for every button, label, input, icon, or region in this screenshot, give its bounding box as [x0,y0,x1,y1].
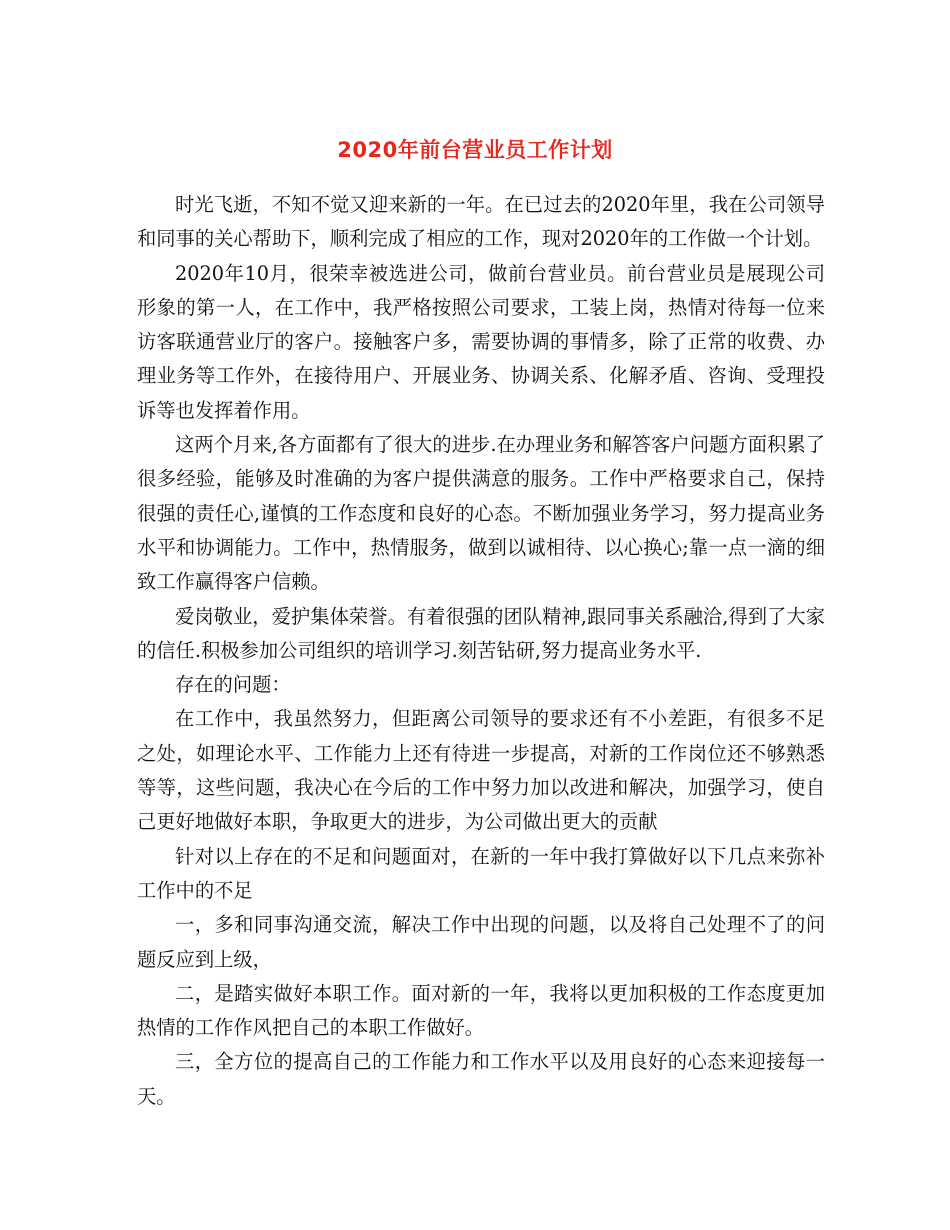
paragraph-problems-heading: 存在的问题： [175,673,291,697]
paragraph-progress: 这两个月来,各方面都有了很大的进步.在办理业务和解答客户问题方面积累了很多经验，能够及时准确的为客户提供满意的服务。工作中严格要求自己，保持很强的责任心,谨慎的工作态度和良好的心态。不断加强业务学习，努力提高业务水平和协调能力。工作中，热情服务，做到以诚相待、以心换心;靠一点一滴的细致工作赢得客户信赖。 [137,433,825,594]
paragraph-background: 2020年10月，很荣幸被选进公司，做前台营业员。前台营业员是展现公司形象的第一人，在工作中，我严格按照公司要求，工装上岗，热情对待每一位来访客联通营业厅的客户。接触客户多，需要协调的事情多，除了正常的收费、办理业务等工作外，在接待用户、开展业务、协调关系、化解矛盾、咨询、受理投诉等也发挥着作用。 [137,261,825,422]
paragraph-plan-item-1: 一，多和同事沟通交流，解决工作中出现的问题，以及将自己处理不了的问题反应到上级， [137,913,825,971]
paragraph-problems: 在工作中，我虽然努力，但距离公司领导的要求还有不小差距，有很多不足之处，如理论水平、工作能力上还有待进一步提高，对新的工作岗位还不够熟悉等等，这些问题，我决心在今后的工作中努力加以改进和解决，加强学习，使自己更好地做好本职，争取更大的进步，为公司做出更大的贡献 [137,707,825,834]
paragraph-intro: 时光飞逝，不知不觉又迎来新的一年。在已过去的2020年里，我在公司领导和同事的关心帮助下，顺利完成了相应的工作，现对2020年的工作做一个计划。 [137,193,825,251]
paragraph-plan-item-3: 三，全方位的提高自己的工作能力和工作水平以及用良好的心态来迎接每一天。 [137,1050,825,1108]
paragraph-plan-item-2: 二，是踏实做好本职工作。面对新的一年，我将以更加积极的工作态度更加热情的工作作风把自己的本职工作做好。 [137,981,825,1040]
paragraph-plan-intro: 针对以上存在的不足和问题面对，在新的一年中我打算做好以下几点来弥补工作中的不足 [137,844,825,902]
document-body [137,188,825,1114]
paragraph-teamwork: 爱岗敬业，爱护集体荣誉。有着很强的团队精神,跟同事关系融洽,得到了大家的信任.积极参加公司组织的培训学习.刻苦钻研,努力提高业务水平. [137,604,825,662]
document-title: 2020年前台营业员工作计划 [337,138,613,163]
